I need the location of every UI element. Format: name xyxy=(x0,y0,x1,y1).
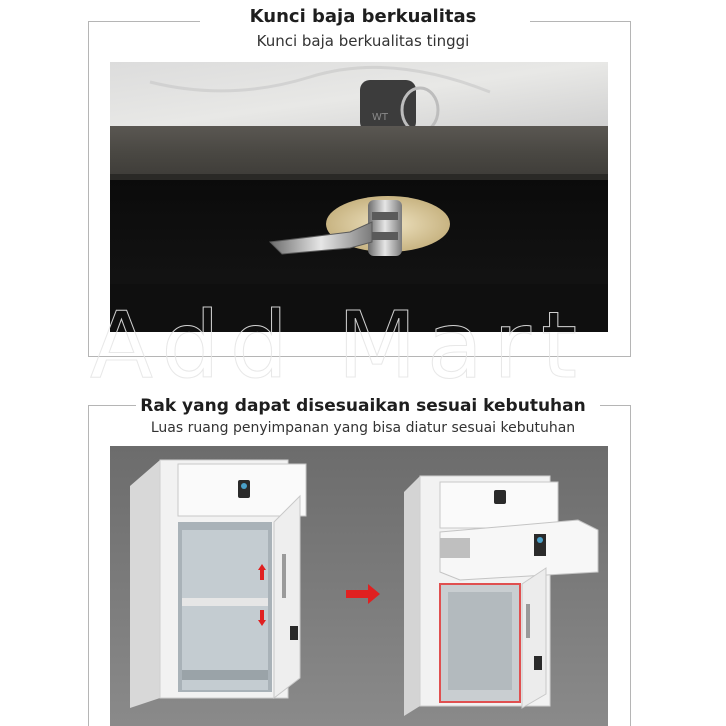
frame-left-line xyxy=(88,21,89,356)
cabinet-panel xyxy=(110,446,608,726)
svg-text:WT: WT xyxy=(372,112,388,123)
watermark-text: Add Mart xyxy=(90,292,588,399)
section2-subtitle: Luas ruang penyimpanan yang bisa diatur sesuai kebutuhan xyxy=(150,420,576,436)
section1-subtitle: Kunci baja berkualitas tinggi xyxy=(256,32,470,50)
frame2-left-line xyxy=(88,405,89,726)
section2-title: Rak yang dapat disesuaikan sesuai kebutuhan xyxy=(140,396,586,416)
cabinet-left xyxy=(130,460,306,708)
frame2-right-line xyxy=(630,405,631,726)
cabinet-illustration xyxy=(110,446,608,726)
section1-title: Kunci baja berkualitas xyxy=(249,6,477,27)
